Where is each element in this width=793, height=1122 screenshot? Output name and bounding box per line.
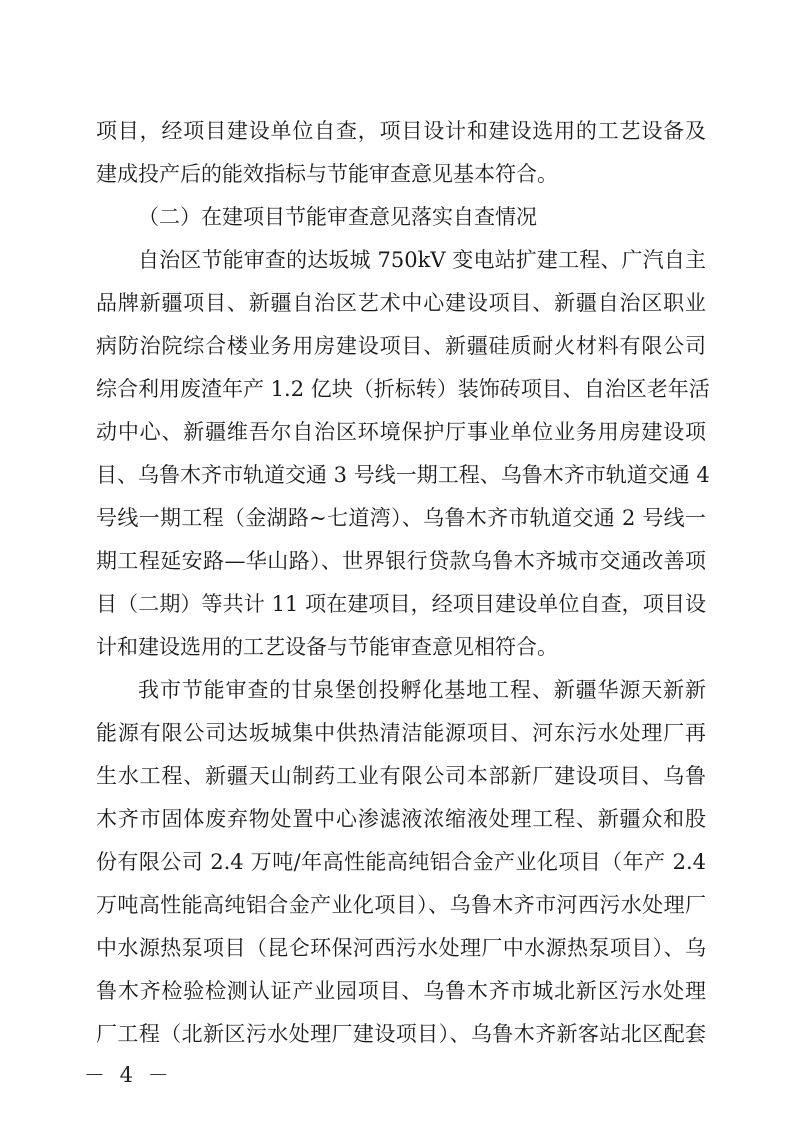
text-line: 计和建设选用的工艺设备与节能审查意见相符合。 (96, 635, 558, 659)
text-line: 建成投产后的能效指标与节能审查意见基本符合。 (96, 162, 558, 186)
text-line: 生水工程、新疆天山制药工业有限公司本部新厂建设项目、乌鲁 (96, 764, 706, 788)
text-line: 目（二期）等共计 11 项在建项目，经项目建设单位自查，项目设 (96, 592, 706, 616)
text-line: 自治区节能审查的达坂城 750kV 变电站扩建工程、广汽自主 (138, 248, 706, 272)
text-line: 品牌新疆项目、新疆自治区艺术中心建设项目、新疆自治区职业 (96, 291, 706, 315)
text-line: 万吨高性能高纯铝合金产业化项目）、乌鲁木齐市河西污水处理厂 (96, 893, 706, 917)
text-line: 鲁木齐检验检测认证产业园项目、乌鲁木齐市城北新区污水处理 (96, 979, 706, 1003)
text-line: 动中心、新疆维吾尔自治区环境保护厅事业单位业务用房建设项 (96, 420, 706, 444)
text-line: 能源有限公司达坂城集中供热清洁能源项目、河东污水处理厂再 (96, 721, 706, 745)
text-line: 木齐市固体废弃物处置中心渗滤液浓缩液处理工程、新疆众和股 (96, 807, 706, 831)
text-line: 号线一期工程（金湖路~七道湾）、乌鲁木齐市轨道交通 2 号线一 (96, 506, 706, 530)
text-line: 份有限公司 2.4 万吨/年高性能高纯铝合金产业化项目（年产 2.4 (96, 850, 706, 874)
text-line: 厂工程（北新区污水处理厂建设项目）、乌鲁木齐新客站北区配套 (96, 1022, 706, 1046)
text-line: 项目，经项目建设单位自查，项目设计和建设选用的工艺设备及 (96, 119, 706, 143)
page-number: － 4 － (84, 1063, 173, 1087)
text-line: 期工程延安路—华山路）、世界银行贷款乌鲁木齐城市交通改善项 (96, 549, 706, 573)
text-line: 目、乌鲁木齐市轨道交通 3 号线一期工程、乌鲁木齐市轨道交通 4 (96, 463, 710, 487)
text-line: 我市节能审查的甘泉堡创投孵化基地工程、新疆华源天新新 (138, 678, 706, 702)
text-line: 病防治院综合楼业务用房建设项目、新疆硅质耐火材料有限公司 (96, 334, 706, 358)
text-line: 中水源热泵项目（昆仑环保河西污水处理厂中水源热泵项目）、乌 (96, 936, 706, 960)
section-heading: （二）在建项目节能审查意见落实自查情况 (138, 205, 537, 229)
text-line: 综合利用废渣年产 1.2 亿块（折标转）装饰砖项目、自治区老年活 (96, 377, 710, 401)
